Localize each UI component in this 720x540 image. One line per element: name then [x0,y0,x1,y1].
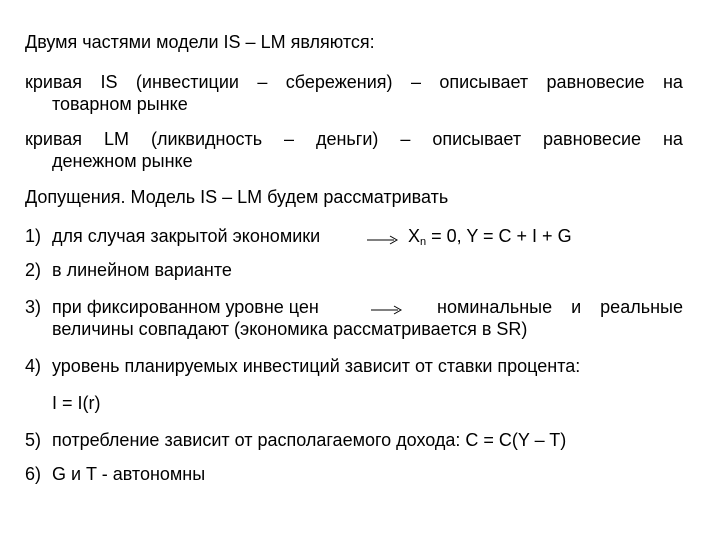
lm-curve-word: – [400,129,411,149]
item-5-text: потребление зависит от располагаемого дохода: C = C(Y – T) [52,430,567,450]
item-2-number: 2) [25,260,42,280]
lm-curve-word: описывает [432,129,522,149]
is-curve-word: – [410,72,421,92]
item-3-number: 3) [25,297,42,317]
implies-arrow-icon [366,232,400,246]
is-curve-line2: товарном рынке [52,94,188,114]
is-curve-word: IS [100,72,118,92]
is-curve-line1 [25,71,683,93]
item-4-number: 4) [25,356,42,376]
lm-curve-word: (ликвидность [150,129,263,149]
is-curve-word: (инвестиции [135,72,239,92]
item-3-text-b [437,296,683,318]
item-1-number: 1) [25,226,42,246]
item-1-formula [408,225,572,253]
heading: Двумя частями модели IS – LM являются: [25,32,375,52]
formula-x: X [408,226,421,246]
lm-curve-line1 [25,128,683,150]
formula-rest: = 0, Y = C + I + G [426,226,572,246]
item-6-text: G и T - автономны [52,464,206,484]
item-5-number: 5) [25,430,42,450]
is-curve-word: описывает [439,72,529,92]
assumptions-intro: Допущения. Модель IS – LM будем рассматривать [25,187,449,207]
is-curve-word: равновесие [546,72,645,92]
item-3-line2: величины совпадают (экономика рассматривается в SR) [52,319,528,339]
item-1-text: для случая закрытой экономики [52,226,321,246]
lm-curve-word: кривая [25,129,83,149]
implies-arrow-icon [370,302,404,316]
item-4-text: уровень планируемых инвестиций зависит от ставки процента: [52,356,581,376]
lm-curve-line2: денежном рынке [52,151,193,171]
item-6-number: 6) [25,464,42,484]
item-3-word: реальные [600,297,683,317]
item-4-formula: I = I(r) [52,393,101,413]
lm-curve-word: деньги) [315,129,379,149]
item-2-text: в линейном варианте [52,260,232,280]
is-curve-word: – [257,72,268,92]
is-curve-word: сбережения) [285,72,393,92]
item-3-word: номинальные [437,297,553,317]
is-curve-word: кривая [25,72,83,92]
is-curve-word: на [662,72,683,92]
lm-curve-word: на [662,129,683,149]
item-3-text-a: при фиксированном уровне цен [52,297,319,317]
lm-curve-word: LM [104,129,130,149]
item-3-word: и [571,297,582,317]
lm-curve-word: равновесие [543,129,642,149]
formula-sub: n [420,236,427,248]
lm-curve-word: – [284,129,295,149]
